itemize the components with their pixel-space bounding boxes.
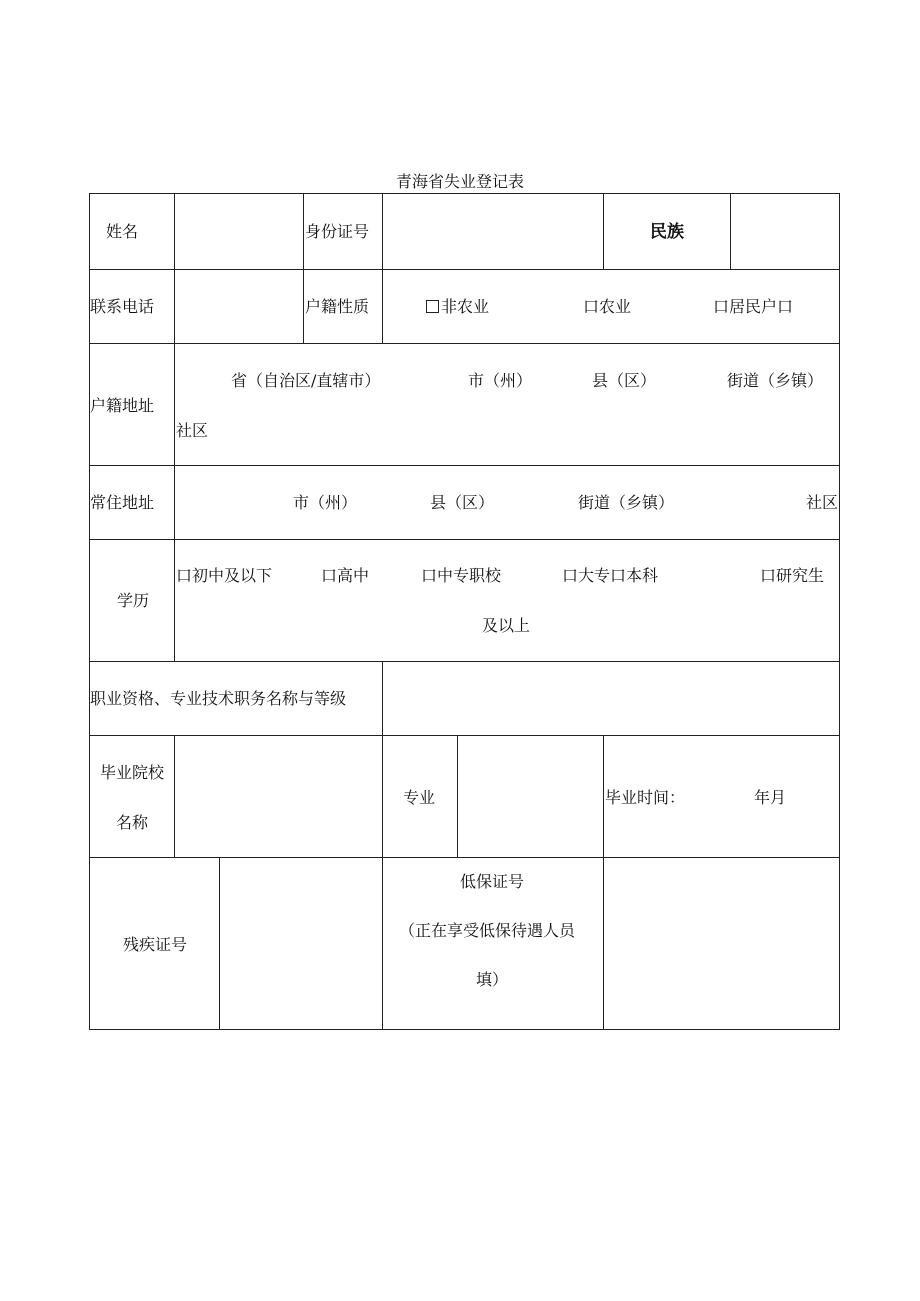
name-label: 姓名	[106, 222, 139, 241]
column-divider	[603, 194, 604, 269]
education-option-highschool[interactable]: 口高中	[321, 566, 370, 585]
id-number-field[interactable]	[383, 194, 603, 269]
column-divider	[174, 343, 175, 661]
column-divider	[382, 735, 383, 857]
residence-address-city: 市（州）	[293, 493, 358, 512]
residence-address-street: 街道（乡镇）	[578, 493, 675, 512]
column-divider	[603, 735, 604, 857]
school-name-field[interactable]	[175, 736, 382, 857]
graduation-time-label: 毕业时间：	[605, 788, 686, 807]
residence-address-community: 社区	[806, 493, 839, 512]
residence-address-label: 常住地址	[90, 493, 155, 512]
education-label: 学历	[117, 591, 150, 610]
column-divider	[382, 857, 383, 1029]
hukou-address-city: 市（州）	[468, 371, 533, 390]
hukou-address-community: 社区	[176, 421, 209, 440]
hukou-address-county: 县（区）	[592, 371, 657, 390]
major-label: 专业	[403, 788, 436, 807]
school-name-label-2: 名称	[116, 813, 149, 832]
hukou-option-agricultural[interactable]: 口农业	[583, 297, 632, 316]
checkbox-icon	[426, 300, 439, 313]
id-number-label: 身份证号	[305, 222, 370, 241]
column-divider	[303, 194, 304, 343]
ethnicity-label: 民族	[650, 222, 684, 242]
phone-label: 联系电话	[90, 297, 155, 316]
disability-id-field[interactable]	[220, 858, 382, 1029]
phone-field[interactable]	[175, 270, 303, 343]
hukou-type-label: 户籍性质	[305, 297, 370, 316]
graduation-time-unit[interactable]: 年月	[754, 788, 787, 807]
hukou-address-province: 省（自治区/直辖市）	[231, 371, 381, 390]
education-option-graduate-cont: 及以上	[482, 616, 531, 635]
lowincome-id-label: 低保证号	[460, 872, 525, 891]
ethnicity-field[interactable]	[731, 194, 839, 269]
row-divider	[90, 539, 839, 540]
education-option-graduate[interactable]: 口研究生	[760, 566, 825, 585]
lowincome-id-note-cont: 填）	[476, 970, 509, 989]
registration-form	[89, 193, 840, 1030]
school-name-label-1: 毕业院校	[100, 763, 165, 782]
qualification-field[interactable]	[383, 662, 839, 735]
education-option-vocational[interactable]: 口中专职校	[421, 566, 502, 585]
name-field[interactable]	[175, 194, 303, 269]
residence-address-county: 县（区）	[430, 493, 495, 512]
hukou-option-nonagricultural[interactable]: 非农业	[426, 297, 489, 317]
page-title: 青海省失业登记表	[395, 172, 524, 191]
major-field[interactable]	[458, 736, 603, 857]
row-divider	[90, 343, 839, 344]
lowincome-id-note: （正在享受低保待遇人员	[399, 921, 576, 940]
hukou-address-label: 户籍地址	[90, 396, 155, 415]
row-divider	[90, 465, 839, 466]
hukou-option-resident[interactable]: 口居民户口	[713, 297, 794, 316]
lowincome-id-field[interactable]	[604, 858, 839, 1029]
education-option-junior[interactable]: 口初中及以下	[176, 566, 273, 585]
disability-id-label: 残疾证号	[123, 935, 188, 954]
hukou-address-street: 街道（乡镇）	[727, 371, 824, 390]
qualification-label: 职业资格、专业技术职务名称与等级	[90, 689, 347, 708]
education-option-college[interactable]: 口大专口本科	[562, 566, 659, 585]
